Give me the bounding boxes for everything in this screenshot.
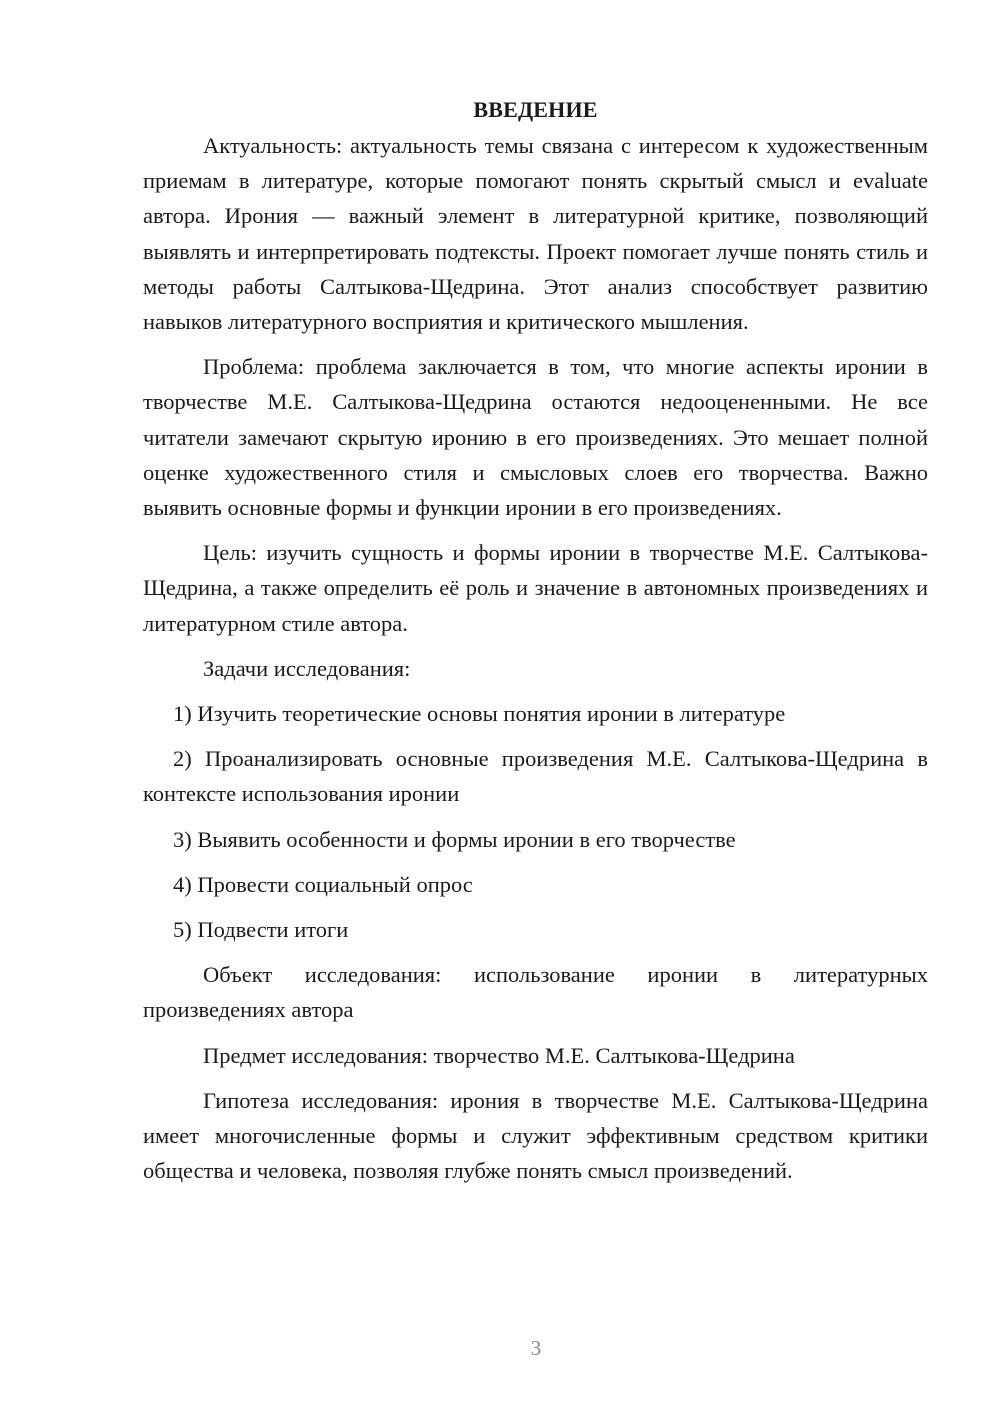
task-item-1: 1) Изучить теоретические основы понятия иронии в литературе [173,701,786,727]
task-item-4: 4) Провести социальный опрос [173,871,473,897]
document-page [143,92,928,1188]
section-title: ВВЕДЕНИЕ [473,97,598,122]
task-item-3: 3) Выявить особенности и формы иронии в его творчестве [173,826,736,852]
paragraph-subject: Предмет исследования: творчество М.Е. Салтыкова-Щедрина [203,1042,795,1068]
paragraph-hypothesis: Гипотеза исследования: ирония в творчестве М.Е. Салтыкова-Щедрина имеет многочисленные формы и служит эффективным средством критики общества и человека, позволяя глубже понять смысл произведений. [143,1087,928,1184]
paragraph-object: Объект исследования: использование иронии в литературных произведениях автора [143,962,928,1023]
task-item-2: 2) Проанализировать основные произведения М.Е. Салтыкова-Щедрина в контексте использования иронии [143,746,928,807]
paragraph-goal: Цель: изучить сущность и формы иронии в творчестве М.Е. Салтыкова-Щедрина, а также определить её роль и значение в автономных произведениях и литературном стиле автора. [143,540,928,636]
paragraph-relevance: Актуальность: актуальность темы связана с интересом к художественным приемам в литературе, которые помогают понять скрытый смысл и evaluate автора. Ирония — важный элемент в литературной критике, позволяющий выявлять и интерпретировать подтексты. Проект помогает лучше понять стиль и методы работы Салтыкова-Щедрина. Этот анализ способствует развитию навыков литературного восприятия и критического мышления. [143,133,928,335]
paragraph-problem: Проблема: проблема заключается в том, что многие аспекты иронии в творчестве М.Е. Салтыкова-Щедрина остаются недооцененными. Не все читатели замечают скрытую иронию в его произведениях. Это мешает полной оценке художественного стиля и смысловых слоев его творчества. Важно выявить основные формы и функции иронии в его произведениях. [143,354,928,521]
page-number: 3 [530,1336,542,1360]
tasks-heading: Задачи исследования: [203,655,411,681]
task-item-5: 5) Подвести итоги [173,917,349,943]
